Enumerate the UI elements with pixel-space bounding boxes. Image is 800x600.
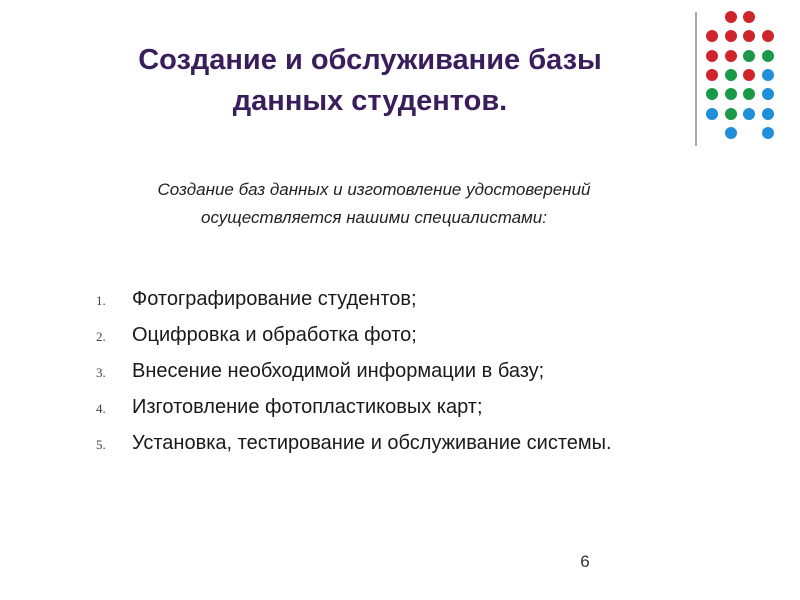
red-dot <box>743 30 755 42</box>
slide-title <box>60 40 680 122</box>
step-number: 4. <box>96 401 106 416</box>
red-dot <box>706 30 718 42</box>
red-dot <box>743 11 755 23</box>
step-text: Изготовление фотопластиковых карт; <box>132 396 483 418</box>
slide-subtitle <box>50 176 698 232</box>
slide-title-line-1: Создание и обслуживание базы <box>138 44 602 76</box>
step-item <box>96 432 776 468</box>
step-text: Внесение необходимой информации в базу; <box>132 360 545 382</box>
blue-dot <box>762 127 774 139</box>
red-dot <box>706 50 718 62</box>
green-dot <box>725 69 737 81</box>
steps-list <box>96 288 776 468</box>
red-dot <box>725 50 737 62</box>
blue-dot <box>743 108 755 120</box>
green-dot <box>725 88 737 100</box>
step-item <box>96 360 776 396</box>
step-item <box>96 288 776 324</box>
blue-dot <box>762 69 774 81</box>
subtitle-line-2: осуществляется нашими специалистами: <box>201 208 547 227</box>
dot-grid-decoration <box>706 11 772 141</box>
blue-dot <box>762 88 774 100</box>
step-number: 5. <box>96 437 106 452</box>
step-number: 2. <box>96 329 106 344</box>
subtitle-line-1: Создание баз данных и изготовление удостоверений <box>157 180 591 199</box>
blue-dot <box>706 108 718 120</box>
red-dot <box>706 69 718 81</box>
green-dot <box>762 50 774 62</box>
step-text: Фотографирование студентов; <box>132 288 417 310</box>
vertical-divider <box>695 12 697 146</box>
blue-dot <box>725 127 737 139</box>
step-number: 3. <box>96 365 106 380</box>
red-dot <box>725 30 737 42</box>
green-dot <box>725 108 737 120</box>
step-number: 1. <box>96 293 106 308</box>
red-dot <box>743 69 755 81</box>
step-text: Установка, тестирование и обслуживание системы. <box>132 432 612 454</box>
step-item <box>96 324 776 360</box>
green-dot <box>743 88 755 100</box>
green-dot <box>706 88 718 100</box>
blue-dot <box>762 108 774 120</box>
step-text: Оцифровка и обработка фото; <box>132 324 417 346</box>
red-dot <box>725 11 737 23</box>
red-dot <box>762 30 774 42</box>
slide-title-line-2: данных студентов. <box>232 85 508 117</box>
page-number: 6 <box>580 552 590 571</box>
step-item <box>96 396 776 432</box>
green-dot <box>743 50 755 62</box>
